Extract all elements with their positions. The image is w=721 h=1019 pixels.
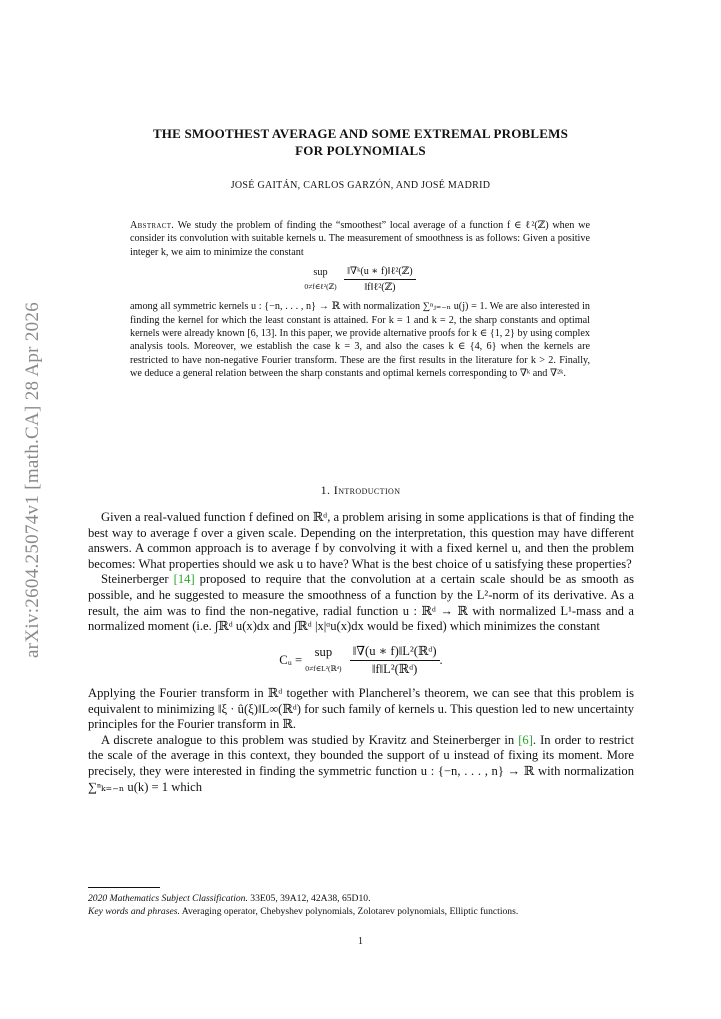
citation-link-14[interactable]: [14] <box>173 572 195 587</box>
abstract-label: Abstract. <box>130 220 175 231</box>
abstract <box>130 219 590 380</box>
footnote-msc <box>88 892 634 905</box>
body-paragraph-1: Given a real-valued function f defined on ℝᵈ, a problem arising in some applications is that of finding the best way to average f over a given scale. Depending on the interpretation, this question may have different answers. A common approach is to average f by convolving it with a fixed kernel u, and then the problem becomes: What properties should we ask u to have? What is the best choice of u satisfying these properties? <box>88 510 634 571</box>
main-eq-numerator: ‖∇(u ∗ f)‖L²(ℝᵈ) <box>350 644 440 662</box>
main-eq-period: . <box>439 652 443 667</box>
abstract-eq-sup <box>304 266 336 293</box>
abstract-eq-numerator: ‖∇ᵏ(u ∗ f)‖ℓ²(ℤ) <box>344 265 416 280</box>
abstract-paragraph-2: among all symmetric kernels u : {−n, . . . , n} → ℝ with normalization ∑ⁿⱼ₌₋ₙ u(j) = 1. We are also interested in finding the kernel for which the least constant is attained. For k = 1 and k = 2, the sharp constants and optimal kernels were already known [6, 13]. In this paper, we provide alternative proofs for k ∈ {1, 2} by using complex analysis tools. Moreover, we establish the case k = 3, and also the cases k ∈ {4, 6} when the kernels are restricted to have non-negative Fourier transform. These are the first results in the literature for k > 2. Finally, we deduce a general relation between the sharp constants and optimal kernels corresponding to ∇ᵏ and ∇²ᵏ. <box>130 301 590 379</box>
title-line-1: THE SMOOTHEST AVERAGE AND SOME EXTREMAL PROBLEMS <box>152 126 569 141</box>
abstract-eq-fraction <box>344 265 416 295</box>
main-eq-fraction <box>350 644 440 678</box>
main-eq-sup-operator: sup <box>314 645 333 660</box>
footnote-rule <box>88 887 160 888</box>
body-p2-text-end: proposed to require that the convolution at a certain scale should be as smooth as possible, and he suggested to measure the smoothness of a function by the L²-norm of its derivative. As a result, the aim was to find the non-negative, radial function u : ℝᵈ → ℝ with normalized L¹-mass and a normalized moment (i.e. ∫ℝᵈ u(x)dx and ∫ℝᵈ |x|ᵅu(x)dx would be fixed) which minimizes the constant <box>88 572 634 634</box>
main-equation <box>88 644 634 678</box>
abstract-eq-sup-operator: sup <box>313 267 328 279</box>
body-paragraph-3: Applying the Fourier transform in ℝᵈ together with Plancherel’s theorem, we can see that this problem is equivalent to minimizing ‖ξ · û(ξ)‖L∞(ℝᵈ) for such family of kernels u. This question led to new uncertainty principles for the Fourier transform in ℝ. <box>88 685 634 732</box>
abstract-eq-denominator: ‖f‖ℓ²(ℤ) <box>364 282 396 294</box>
page-number: 1 <box>358 936 363 947</box>
keywords-value: Averaging operator, Chebyshev polynomials, Zolotarev polynomials, Elliptic functions. <box>181 906 519 917</box>
section-heading: 1. Introduction <box>320 483 401 497</box>
author-list: JOSÉ GAITÁN, CARLOS GARZÓN, AND JOSÉ MADRID <box>230 180 491 191</box>
keywords-label: Key words and phrases. <box>88 906 180 917</box>
paper-title <box>88 125 633 159</box>
citation-link-6[interactable]: [6] <box>518 732 533 747</box>
arxiv-identifier-stamp: arXiv:2604.25074v1 [math.CA] 28 Apr 2026 <box>22 301 43 659</box>
abstract-eq-sup-subscript: 0≠f∈ℓ²(ℤ) <box>304 281 337 291</box>
body-text <box>88 510 634 795</box>
footnotes <box>88 892 634 918</box>
abstract-equation <box>130 265 590 295</box>
msc-value: 33E05, 39A12, 42A38, 65D10. <box>250 893 371 904</box>
footnote-keywords <box>88 905 634 918</box>
body-p4-text-start: A discrete analogue to this problem was studied by Kravitz and Steinerberger in <box>101 732 519 747</box>
body-p4-text-end: . In order to restrict the scale of the average in this context, they bounded the support of u instead of fixing its moment. More precisely, they were interested in finding the symmetric function u : {−n, . . . , n} → ℝ with normalization ∑ⁿₖ₌₋ₙ u(k) = 1 which <box>88 732 634 794</box>
abstract-paragraph-1: We study the problem of finding the “smoothest” local average of a function f ∈ ℓ²(ℤ) when we consider its convolution with suitable kernels u. The measurement of smoothness is as follows: Given a positive integer k, we aim to minimize the constant <box>130 220 590 258</box>
main-eq-sup-subscript: 0≠f∈L²(ℝᵈ) <box>305 663 342 673</box>
main-eq-lhs: Cᵤ = <box>279 652 303 667</box>
main-eq-sup <box>305 645 341 676</box>
main-eq-denominator: ‖f‖L²(ℝᵈ) <box>371 662 418 677</box>
msc-label: 2020 Mathematics Subject Classification. <box>88 893 248 904</box>
body-p2-text-start: Steinerberger <box>101 572 174 587</box>
body-paragraph-2 <box>88 572 634 634</box>
title-line-2: FOR POLYNOMIALS <box>295 143 426 158</box>
body-paragraph-4 <box>88 733 634 795</box>
